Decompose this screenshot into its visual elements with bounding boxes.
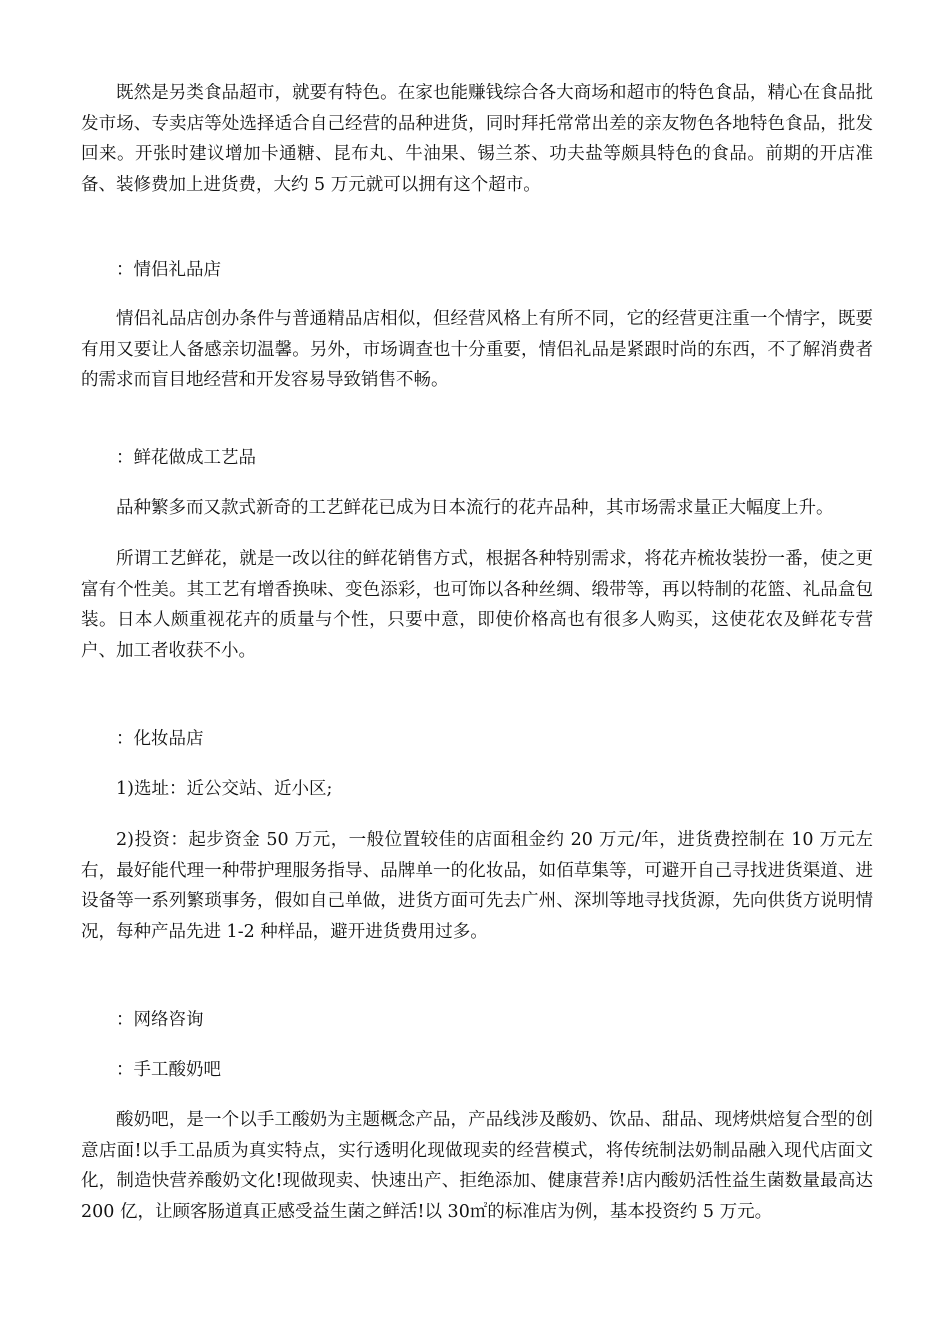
heading-flower-crafts: ：鲜花做成工艺品	[116, 448, 256, 468]
heading-cosmetics-shop: ：化妆品店	[116, 729, 204, 749]
heading-online-consulting: ：网络咨询	[116, 1010, 204, 1030]
paragraph-couple-gift-shop: 情侣礼品店创办条件与普通精品店相似，但经营风格上有所不同，它的经营更注重一个情字，既要有用又要让人备感亲切温馨。另外，市场调查也十分重要，情侣礼品是紧跟时尚的东西，不了解消费者的需求而盲目地经营和开发容易导致销售不畅。	[81, 309, 873, 390]
paragraph-flower-crafts-detail: 所谓工艺鲜花，就是一改以往的鲜花销售方式，根据各种特别需求，将花卉梳妆装扮一番，使之更富有个性美。其工艺有增香换味、变色添彩，也可饰以各种丝绸、缎带等，再以特制的花篮、礼品盒包装。日本人颇重视花卉的质量与个性，只要中意，即使价格高也有很多人购买，这使花农及鲜花专营户、加工者收获不小。	[81, 549, 873, 661]
paragraph-specialty-food-supermarket: 既然是另类食品超市，就要有特色。在家也能赚钱综合各大商场和超市的特色食品，精心在食品批发市场、专卖店等处选择适合自己经营的品种进货，同时拜托常常出差的亲友物色各地特色食品，批发回来。开张时建议增加卡通糖、昆布丸、牛油果、锡兰茶、功夫盐等颇具特色的食品。前期的开店准备、装修费加上进货费，大约 5 万元就可以拥有这个超市。	[81, 83, 873, 195]
paragraph-flower-crafts-intro: 品种繁多而又款式新奇的工艺鲜花已成为日本流行的花卉品种，其市场需求量正大幅度上升。	[116, 498, 834, 518]
heading-couple-gift-shop: ：情侣礼品店	[116, 260, 221, 280]
paragraph-cosmetics-investment: 2)投资：起步资金 50 万元，一般位置较佳的店面租金约 20 万元/年，进货费控制在 10 万元左右，最好能代理一种带护理服务指导、品牌单一的化妆品，如佰草集等，可避开自己寻找进货渠道、进设备等一系列繁琐事务，假如自己单做，进货方面可先去广州、深圳等地寻找货源，先向供货方说明情况，每种产品先进 1-2 种样品，避开进货费用过多。	[81, 830, 873, 942]
heading-yogurt-bar: ：手工酸奶吧	[116, 1060, 221, 1080]
paragraph-cosmetics-location: 1)选址：近公交站、近小区;	[116, 779, 333, 799]
paragraph-yogurt-bar: 酸奶吧，是一个以手工酸奶为主题概念产品，产品线涉及酸奶、饮品、甜品、现烤烘焙复合型的创意店面!以手工品质为真实特点，实行透明化现做现卖的经营模式，将传统制法奶制品融入现代店面文化，制造快营养酸奶文化!现做现卖、快速出产、拒绝添加、健康营养!店内酸奶活性益生菌数量最高达 200 亿，让顾客肠道真正感受益生菌之鲜活!以 30㎡的标准店为例，基本投资约 5 万元。	[81, 1110, 873, 1222]
